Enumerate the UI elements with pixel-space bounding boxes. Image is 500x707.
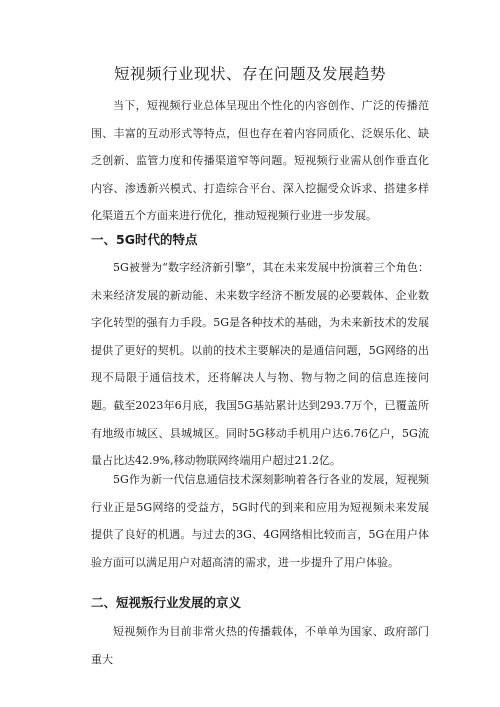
section-1-paragraph-2: 5G作为新一代信息通信技术深刻影响着各行各业的发展，短视频行业正是5G网络的受益方，5G时代的到来和应用为短视频未来发展提供了良好的机遇。与过去的3G、4G网络相比较而言，5G在用户体验方面可以满足用户对超高清的需求，进一步提升了用户体验。 bbox=[91, 473, 429, 569]
document-title: 短视频行业现状、存在问题及发展趋势 bbox=[113, 65, 386, 83]
intro-paragraph: 当下，短视频行业总体呈现出个性化的内容创作、广泛的传播范围、丰富的互动形式等特点，但也存在着内容同质化、泛娱乐化、缺乏创新、监管力度和传播渠道窄等问题。短视频行业需从创作垂直化内容、渗透新兴模式、打造综合平台、深入挖掘受众诉求、搭建多样化渠道五个方面来进行优化，推动短视频行业进一步发展。 bbox=[91, 99, 429, 223]
section-2-paragraph-1: 短视频作为目前非常火热的传播载体，不单单为国家、政府部门重大 bbox=[91, 625, 429, 666]
section-1-paragraph-1: 5G被誉为“数字经济新引擎”，其在未来发展中扮演着三个角色：未来经济发展的新动能、未来数字经济不断发展的必要载体、企业数字化转型的强有力手段。5G是各种技术的基础，为未来新技术的发展提供了更好的契机。以前的技术主要解决的是通信问题，5G网络的出现不局限于通信技术，还将解决人与物、物与物之间的信息连接问题。截至2023年6月底，我国5G基站累计达到293.7万个，已覆盖所有地级市城区、县城城区。同时5G移动手机用户达6.76亿户，5G流量占比达42.9%,移动物联网终端用户超过21.2亿。 bbox=[91, 261, 429, 468]
section-heading-significance: 二、短视叛行业发展的京义 bbox=[91, 595, 242, 610]
section-heading-5g: 一、5G时代的特点 bbox=[91, 232, 198, 247]
